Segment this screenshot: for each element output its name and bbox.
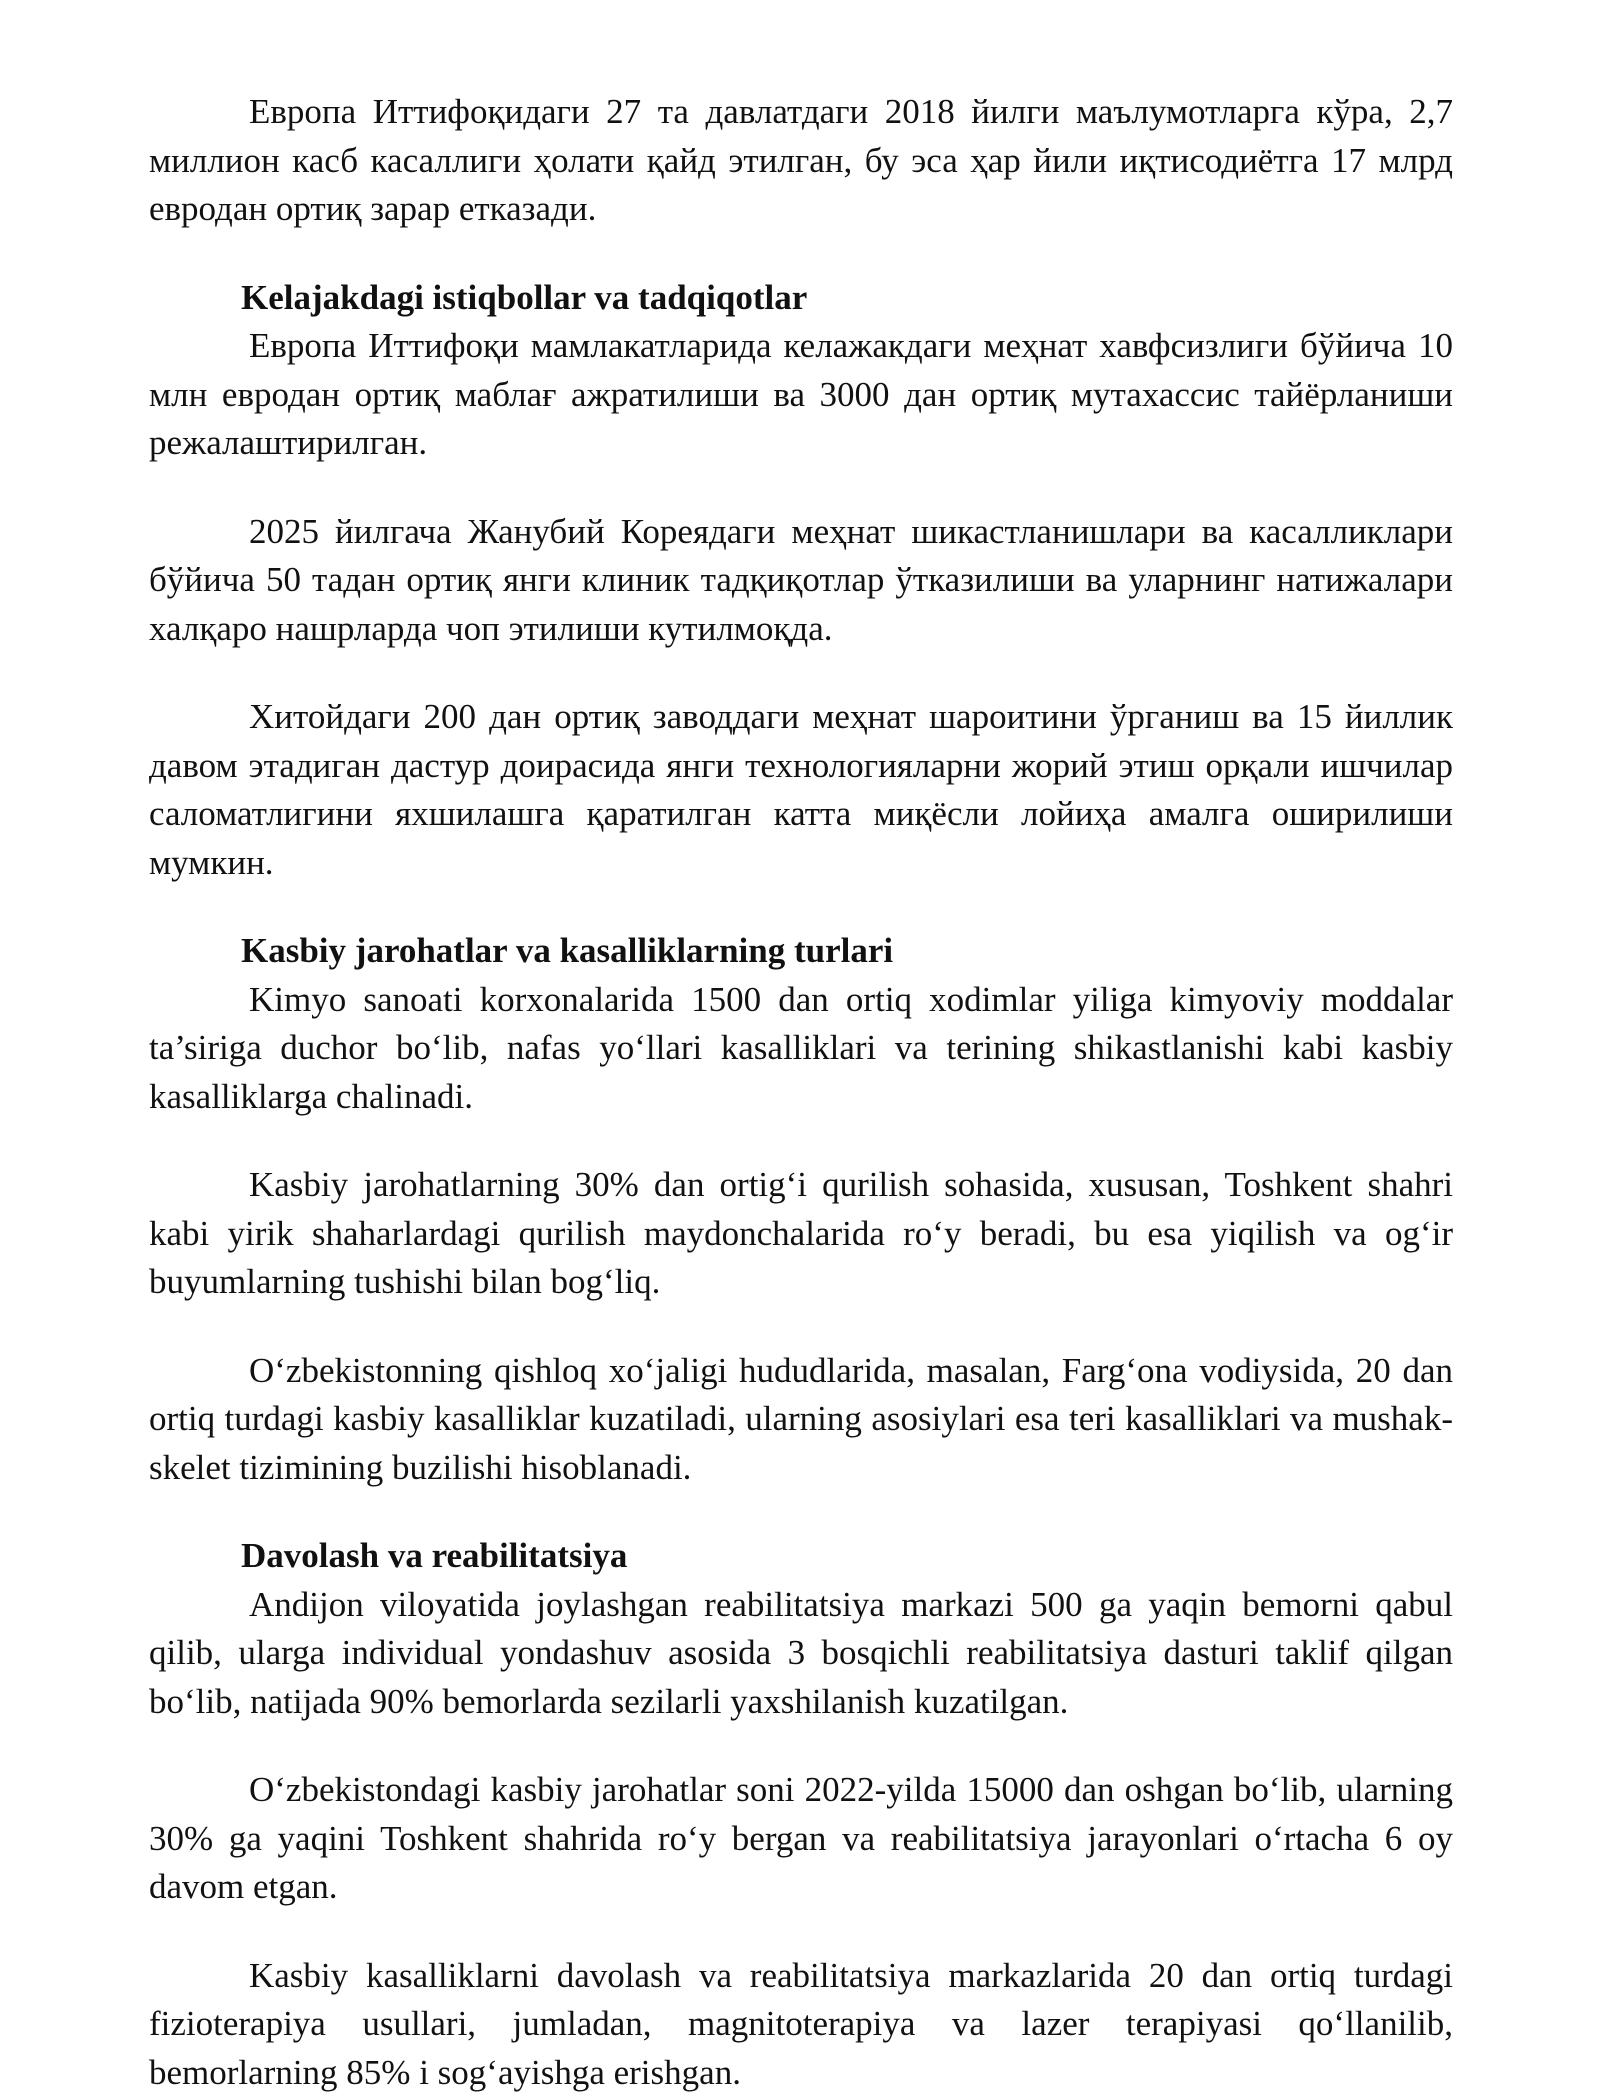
paragraph-chemical-industry: Kimyo sanoati korxonalarida 1500 dan ortiq xodimlar yiliga kimyoviy moddalar ta’siriga duchor bo‘lib, nafas yo‘llari kasalliklari va terining shikastlanishi kabi kasbiy kasalliklarga chalinadi. [149, 976, 1453, 1122]
paragraph-china-project: Хитойдаги 200 дан ортиқ заводдаги меҳнат шароитини ўрганиш ва 15 йиллик давом этадиган дастур доирасида янги технологияларни жорий этиш орқали ишчилар саломатлигини яхшилашга қаратилган катта миқёсли лойиҳа амалга оширилиши мумкин. [149, 693, 1453, 887]
document-body [149, 88, 1453, 2097]
paragraph-eu-statistics: Европа Иттифоқидаги 27 та давлатдаги 2018 йилги маълумотларга кўра, 2,7 миллион касб касаллиги ҳолати қайд этилган, бу эса ҳар йили иқтисодиётга 17 млрд евродан ортиқ зарар етказади. [149, 88, 1453, 234]
paragraph-andijan-center: Andijon viloyatida joylashgan reabilitatsiya markazi 500 ga yaqin bemorni qabul qilib, ularga individual yondashuv asosida 3 bosqichli reabilitatsiya dasturi taklif qilgan bo‘lib, natijada 90% bemorlarda sezilarli yaxshilanish kuzatilgan. [149, 1581, 1453, 1727]
section-heading-injury-types: Kasbiy jarohatlar va kasalliklarning turlari [149, 927, 1453, 976]
paragraph-eu-funding: Европа Иттифоқи мамлакатларида келажакдаги меҳнат хавфсизлиги бўйича 10 млн евродан ортиқ маблағ ажратилиши ва 3000 дан ортиқ мутахассис тайёрланиши режалаштирилган. [149, 322, 1453, 468]
section-heading-future-prospects: Kelajakdagi istiqbollar va tadqiqotlar [149, 274, 1453, 323]
paragraph-korea-research: 2025 йилгача Жанубий Кореядаги меҳнат шикастланишлари ва касалликлари бўйича 50 тадан ортиқ янги клиник тадқиқотлар ўтказилиши ва уларнинг натижалари халқаро нашрларда чоп этилиши кутилмоқда. [149, 508, 1453, 654]
paragraph-construction: Kasbiy jarohatlarning 30% dan ortig‘i qurilish sohasida, xususan, Toshkent shahri kabi yirik shaharlardagi qurilish maydonchalarida ro‘y beradi, bu esa yiqilish va og‘ir buyumlarning tushishi bilan bog‘liq. [149, 1161, 1453, 1307]
section-heading-treatment: Davolash va reabilitatsiya [149, 1532, 1453, 1581]
paragraph-agriculture: O‘zbekistonning qishloq xo‘jaligi hududlarida, masalan, Farg‘ona vodiysida, 20 dan ortiq turdagi kasbiy kasalliklar kuzatiladi, ularning asosiylari esa teri kasalliklari va mushak-skelet tizimining buzilishi hisoblanadi. [149, 1347, 1453, 1493]
paragraph-physiotherapy: Kasbiy kasalliklarni davolash va reabilitatsiya markazlarida 20 dan ortiq turdagi fizioterapiya usullari, jumladan, magnitoterapiya va lazer terapiyasi qo‘llanilib, bemorlarning 85% i sog‘ayishga erishgan. [149, 1952, 1453, 2097]
paragraph-uzbekistan-injuries: O‘zbekistondagi kasbiy jarohatlar soni 2022-yilda 15000 dan oshgan bo‘lib, ularning 30% ga yaqini Toshkent shahrida ro‘y bergan va reabilitatsiya jarayonlari o‘rtacha 6 oy davom etgan. [149, 1766, 1453, 1912]
